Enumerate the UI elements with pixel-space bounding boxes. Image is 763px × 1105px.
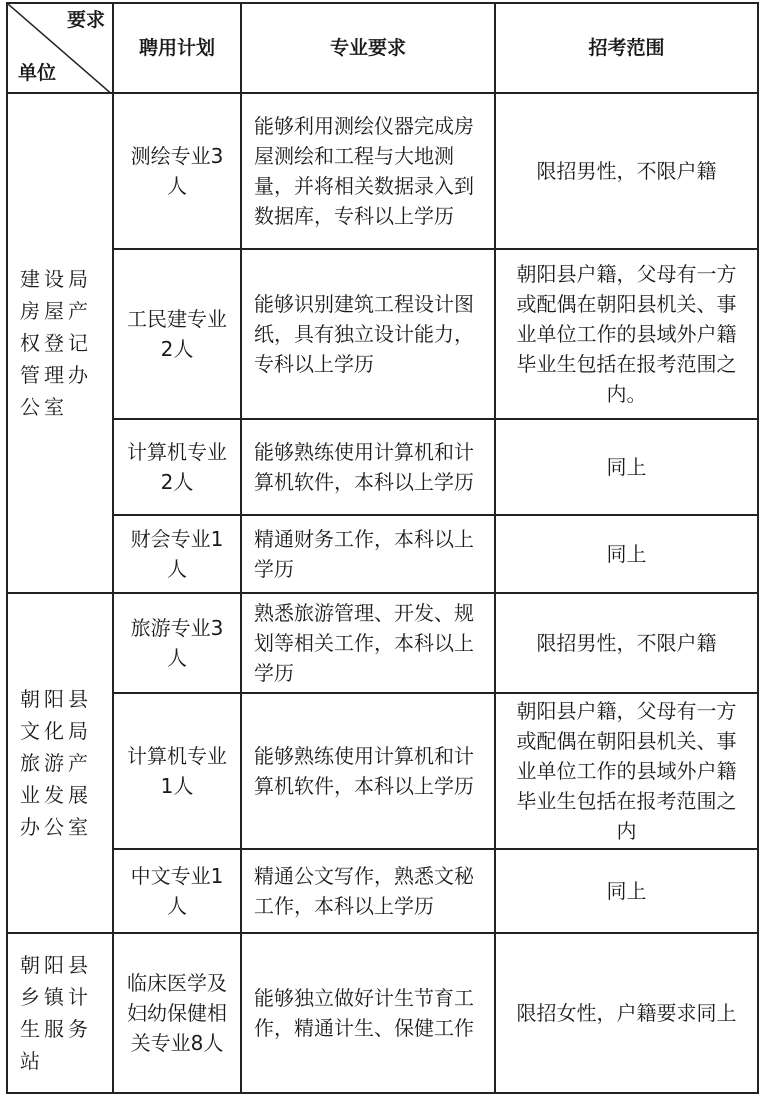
plan-cell: 计算机专业1人 [113, 693, 241, 849]
major-requirement-cell: 精通财务工作，本科以上学历 [241, 515, 495, 593]
plan-cell: 旅游专业3人 [113, 593, 241, 693]
plan-cell: 中文专业1人 [113, 849, 241, 933]
plan-cell: 临床医学及妇幼保健相关专业8人 [113, 933, 241, 1093]
scope-cell: 同上 [495, 419, 758, 515]
recruitment-table [6, 2, 759, 1094]
plan-cell: 计算机专业2人 [113, 419, 241, 515]
scope-cell: 限招男性，不限户籍 [495, 593, 758, 693]
table-row [7, 93, 758, 249]
table-row [7, 693, 758, 849]
table-row [7, 515, 758, 593]
scope-cell: 限招女性，户籍要求同上 [495, 933, 758, 1093]
major-requirement-cell: 能够熟练使用计算机和计算机软件，本科以上学历 [241, 693, 495, 849]
major-requirement-cell: 能够利用测绘仪器完成房屋测绘和工程与大地测量，并将相关数据录入到数据库，专科以上学历 [241, 93, 495, 249]
plan-cell: 测绘专业3人 [113, 93, 241, 249]
scope-cell: 朝阳县户籍，父母有一方或配偶在朝阳县机关、事业单位工作的县域外户籍毕业生包括在报考范围之内。 [495, 249, 758, 419]
major-requirement-cell: 能够熟练使用计算机和计算机软件，本科以上学历 [241, 419, 495, 515]
corner-requirement-label: 要求 [66, 9, 105, 31]
major-requirement-cell: 能够独立做好计生节育工作，精通计生、保健工作 [241, 933, 495, 1093]
major-requirement-cell: 熟悉旅游管理、开发、规划等相关工作，本科以上学历 [241, 593, 495, 693]
unit-cell: 建设局房屋产权登记管理办公室 [7, 93, 113, 593]
unit-cell: 朝阳县乡镇计生服务站 [7, 933, 113, 1093]
scope-cell: 同上 [495, 515, 758, 593]
major-requirement-cell: 精通公文写作，熟悉文秘工作，本科以上学历 [241, 849, 495, 933]
table-row [7, 849, 758, 933]
header-plan: 聘用计划 [113, 3, 241, 93]
table-row [7, 419, 758, 515]
scope-cell: 同上 [495, 849, 758, 933]
header-scope: 招考范围 [495, 3, 758, 93]
corner-unit-label: 单位 [18, 62, 57, 84]
unit-cell: 朝阳县文化局旅游产业发展办公室 [7, 593, 113, 933]
scope-cell: 限招男性，不限户籍 [495, 93, 758, 249]
table-row [7, 249, 758, 419]
table-row [7, 593, 758, 693]
plan-cell: 工民建专业2人 [113, 249, 241, 419]
table-header-row [7, 3, 758, 93]
header-major-requirement: 专业要求 [241, 3, 495, 93]
plan-cell: 财会专业1人 [113, 515, 241, 593]
table-row [7, 933, 758, 1093]
scope-cell: 朝阳县户籍，父母有一方或配偶在朝阳县机关、事业单位工作的县域外户籍毕业生包括在报考范围之内 [495, 693, 758, 849]
header-corner-cell [7, 3, 113, 93]
major-requirement-cell: 能够识别建筑工程设计图纸，具有独立设计能力，专科以上学历 [241, 249, 495, 419]
